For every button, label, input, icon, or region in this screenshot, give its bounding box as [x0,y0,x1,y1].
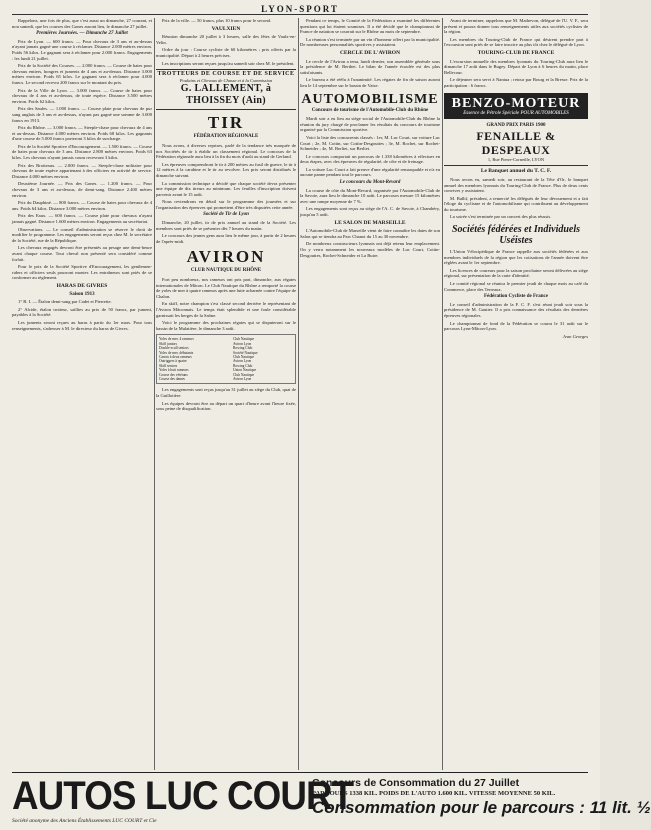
ad-company: FENAILLE & DESPEAUX [476,128,556,157]
paragraph: La commission technique a décidé que chaque société devra présenter une équipe de dix tireurs au minimum. Les feuilles d'inscription doivent parvenir avant le 15 août. [156,180,296,197]
societes-title: Sociétés fédérées et Individuels Uséistes [451,224,581,247]
paragraph: Ordre du jour : Course cycliste de 60 kilomètres ; prix offerts par la municipalité. Départ à 2 heures précises. [156,47,296,58]
paragraph: Le déjeuner sera servi à Nantua ; retour par Bourg et la Bresse. Prix de la participation : 6 francs. [444,77,588,88]
table-row: Skiff seniors Rowing Club [159,363,253,368]
trotteurs-advertisement [156,69,296,110]
fenaille-advertisement [444,123,588,166]
table-row: Course des vétérans Club Nautique [159,372,255,377]
paragraph: Mardi soir a eu lieu au siège social de l'Automobile-Club du Rhône la réunion du jury chargé de proclamer les résultats du concours de tourisme organisé par la Commission sportive. [300,116,440,133]
ad-left [12,774,354,824]
paragraph: Deuxième Journée. — Prix des Gones. — 1.200 francs. — Pour chevaux de 3 ans et au-dessus, de demi-sang. Distance 2.400 mètres environ. [12,181,152,198]
table-row: Yoles de mer, 4 rameurs Club Nautique [159,337,255,342]
paragraph: Prix du Dauphiné. — 800 francs. — Course de haies pour chevaux de 4 ans. Poids 64 kilos. Distance 3.000 mètres environ. [12,200,152,211]
paragraph: Le concours des jeunes gens aura lieu le même jour, à partir de 2 heures de l'après-midi. [156,233,296,244]
paragraph: L'excursion annuelle des membres lyonnais du Touring-Club aura lieu le dimanche 17 août dans le Bugey. Départ de Lyon à 6 heures du matin, place Bellecour. [444,58,588,75]
paragraph: Fort peu nombreux, nos rameurs ont pris part, dimanche, aux régates internationales de Mâcon. Le Club Nautique du Rhône a remporté la course de yoles de mer à quatre rameurs après une lutte acharnée contre l'équipe de Chalon. [156,277,296,299]
column-rule [442,18,443,770]
paragraph: Nous reviendrons en détail sur le programme des journées et sur l'organisation des épreuves qui promettent d'être très disputées cette année. [156,199,296,210]
paragraph: 1° B. I. — Étalon demi-sang par Cadet et Pierrette. [18,299,112,305]
paragraph: 2° Alcide, étalon trotteur, saillies au prix de 50 francs, par jument, payables à la Société. [12,306,152,318]
ad-award: GRAND PRIX PARIS 1900 [486,123,546,129]
paragraph: Les chevaux engagés devront être présentés au pesage une demi-heure avant chaque course. Tout cheval non présenté sera considéré comme forfait. [12,245,152,262]
column-1 [12,18,152,770]
masthead: LYON-SPORT [261,4,339,14]
table-row: Yoles à huit rameurs Union Nautique [159,368,257,373]
aviron-subtitle: CLUB NAUTIQUE DU RHÔNE [190,268,262,274]
paragraph: Les inscriptions seront reçues jusqu'au samedi soir chez M. le président. [162,60,295,66]
section-heading: LE SALON DE MARSEILLE [334,219,406,226]
paragraph: Le conseil d'administration de la F. C. F. s'est réuni jeudi soir sous la présidence de M. Gautier. Il a pris connaissance des résultats des dernières épreuves régionales. [444,301,588,318]
section-heading: Société de Tir de Lyon [203,212,249,218]
column-rule [298,18,299,770]
paragraph: Les engagements sont reçus jusqu'au 31 juillet au siège du Club, quai de la Guillotière. [156,387,296,399]
table-row: Course des dames Aviron Lyon [159,377,252,382]
paragraph: Prix des Eaux. — 600 francs. — Course plate pour chevaux n'ayant jamais gagné. Distance 1.600 mètres environ. Engagements au secrétariat. [12,213,152,224]
section-heading: CERCLE DE L'AVIRON [339,49,401,56]
masthead-rule [12,14,588,15]
paragraph: Le concours comportait un parcours de 1.338 kilomètres à effectuer en deux étapes, avec des épreuves de régularité, de côte et de freinage. [300,153,440,165]
intro-paragraph: Rappelons, une fois de plus, que c'est aussi un dimanche, 27 courant, et non samedi, que les courses des Gones auront lieu, le dimanche 27 juillet. [12,18,152,29]
paragraph: La réunion s'est terminée par un vin d'honneur offert par la municipalité. De nombreuses personnalités sportives y assistaient. [300,36,440,48]
ad-address: 1, Rue Pierre-Corneille, LYON [487,156,545,162]
ad-tagline: Essence de Pétrole Spéciale POUR AUTOMOBILES [463,110,569,116]
section-heading: Fédération Cycliste de France [483,294,548,300]
paragraph: Les juments seront reçues au haras à partir du 1er mars. Pour tous renseignements, s'adresser à M. le directeur du haras de Givres. [12,319,152,331]
automobilisme-title: AUTOMOBILISME [301,91,439,107]
table-row: Canots à deux rameurs Club Nautique [159,355,255,359]
column-2 [156,18,296,770]
aviron-title: AVIRON [186,247,266,267]
paragraph: Voici le programme des prochaines régates qui se disputeront sur le bassin de la Mulatière, le dimanche 3 août. [156,320,296,331]
paragraph: Prix de la ville. — 50 francs, plus 10 francs pour le second. [162,18,272,23]
paragraph: Les équipes devront être au départ un quart d'heure avant l'heure fixée, sous peine de disqualification. [156,400,296,412]
ad-specs: PARCOURS 1338 KIL. POIDS DE L'AUTO 1.600 KIL. VITESSE MOYENNE 50 KIL. [312,790,556,797]
column-rule [154,18,155,770]
paragraph: La course de côte du Mont-Revard, organisée par l'Automobile-Club de la Savoie, aura lieu le dimanche 10 août. Le parcours mesure 15 kilomètres avec une rampe moyenne de 7 %. [300,187,440,204]
ad-headline: Concours de Consommation du 27 Juillet [312,777,520,789]
paragraph: Prix de la Société des Courses. — 2.000 francs. — Course de haies pour chevaux entiers, hongres et juments de 4 ans et au-dessus. Distance 3.000 mètres environ. Poids 65 kilos. Le gagnant sera à réclamer pour 4.000 francs. Le second recevra 200 francs sur le montant du prix. [12,63,152,85]
paragraph: Nous avons eu, samedi soir, au restaurant de la Tête d'Or, le banquet annuel des membres lyonnais du Touring-Club de France. Plus de deux cents convives y assistaient. [444,176,588,194]
paragraph: Nous avons, à diverses reprises, parlé de la tendance très marquée de nos Sociétés de tir à établir un classement régional. Le concours de la Fédération régionale aura lieu à la fin du mois d'août au stand de Gerland. [156,142,296,160]
ad-consumption: Consommation pour le parcours : 11 lit. ½ [312,798,651,817]
ad-name: G. LALLEMENT, à THOISSEY (Ain) [180,83,272,107]
section-subheading: Saison 1913 [69,291,95,297]
signature: Jean Georges [562,333,588,339]
paragraph: Pour le prix de la Société Sportive d'Encouragement, les gentlemen-riders et officiers seuls pourront monter. Les entraîneurs sont priés de se conformer au règlement. [12,264,152,281]
section-heading: Le Banquet annuel du T. C. F. [480,168,552,175]
paragraph: Les licences de coureurs pour la saison prochaine seront délivrées au siège régional, sur présentation de la carte d'identité. [444,267,588,279]
ad-brand: AUTOS LUC COURT [12,774,354,818]
paragraph: Le comité régional se réunira le premier jeudi de chaque mois au café du Commerce, place des Terreaux. [444,281,588,292]
ad-company-line: Société anonyme des Anciens Établissements LUC COURT et Cie [12,818,157,824]
paragraph: Les engagements sont reçus au siège de l'A. C. de Savoie, à Chambéry, jusqu'au 5 août. [300,206,440,218]
paragraph: Prix de la Société Sportive d'Encouragement. — 1.500 francs. — Course de haies pour chevaux de 3 ans. Distance 2.800 mètres environ. Poids 63 kilos. Les chevaux n'ayant jamais couru recevront 3 kilos. [12,143,152,161]
paragraph: Prix des Saules. — 1.000 francs. — Course plate pour chevaux de pur sang anglais de 3 ans et au-dessus, n'ayant pas gagné une somme de 3.000 francs en 1913. [12,106,152,123]
column-4 [444,18,588,770]
paragraph: L'Union Vélocipédique de France rappelle aux sociétés fédérées et aux membres individuels de la région que les cotisations de l'année doivent être réglées avant le 1er septembre. [444,249,588,266]
paragraph: Pendant ce temps, le Comité de la Fédération a examiné les différentes questions qui lui étaient soumises. Il a été décidé que le championnat de France de natation se courrait sur le Rhône au mois de septembre. [300,18,440,35]
paragraph: La soirée s'est terminée par un concert des plus réussis. [450,214,552,220]
paragraph: Avant de terminer, rappelons que M. Mathevon, délégué de l'U. V. F., sera présent et pourra donner tous renseignements utiles aux sociétés cyclistes de la région. [444,18,588,35]
paragraph: Prix de Lyon. — 600 francs. — Pour chevaux de 3 ans et au-dessus n'ayant jamais gagné une course à réclamer. Distance 2.000 mètres environ. Poids 56 kilos. Le gagnant sera à réclamer pour 2.000 francs. Engagements : les lundi 21 juillet. [12,38,152,61]
paragraph: Prix du Rhône. — 3.000 francs. — Steeple-chase pour chevaux de 4 ans et au-dessus. Distance 4.000 mètres environ. Poids 68 kilos. Les gagnants d'une course de 5.000 francs porteront 3 kilos de surcharge. [12,125,152,142]
section-heading: HARAS DE GIVRES [56,282,108,289]
ad-brand: BENZO-MOTEUR [451,95,581,111]
section-heading: Le concours du Mont-Revard [339,180,401,186]
paragraph: En skiff, notre champion s'est classé second derrière le représentant de l'Aviron Mâconnais. Le temps était splendide et une foule considérable garnissait les berges de la Saône. [156,301,296,318]
paragraph: Observations. — Le conseil d'administration se réserve le droit de modifier le programme. Les engagements seront reçus chez M. le secrétaire de la Société, rue de la République. [12,226,152,243]
paragraph: Le bureau a été réélu à l'unanimité. Les régates de fin de saison auront lieu le 14 septembre sur le bassin de Vaise. [300,77,440,88]
table-row: Outriggers à quatre Aviron Lyon [159,359,252,364]
paragraph: Prix de la Ville de Lyon. — 3.000 francs. — Course de haies pour chevaux de 4 ans et au-dessus, de toute espèce. Distance 3.500 mètres environ. Poids 62 kilos. [12,87,152,104]
table-row: Double-scull seniors Rowing Club [159,346,253,351]
table-row: Skiff juniors Aviron Lyon [159,341,252,346]
tir-title: TIR [207,113,245,133]
automobilisme-subtitle: Concours de tourisme de l'Automobile-Club du Rhône [311,107,429,113]
paragraph: Réunion dimanche 20 juillet à 3 heures, salle des fêtes de Vaulx-en-Velin. [156,34,296,45]
paragraph: Prix des Brotteaux. — 2.000 francs. — Steeple-chase militaire pour chevaux de toute espèce appartenant à des officiers en activité de service. Distance 4.000 mètres environ. [12,162,152,179]
section-heading: TOURING-CLUB DE FRANCE [477,49,555,56]
paragraph: M. Ballif, président, a remercié les délégués de leur dévouement et a fait l'éloge du cyclisme et de l'automobilisme qui contribuent au développement du tourisme. [444,195,588,212]
paragraph: Dimanche, 20 juillet, tir de prix annuel au stand de la Société. Les membres sont priés de se présenter dès 7 heures du matin. [156,220,296,231]
column-3 [300,18,440,770]
paragraph: L'Automobile-Club de Marseille vient de faire connaître les dates de son Salon qui se tiendra au Parc Chanot du 15 au 30 novembre. [300,228,440,239]
ad-right [312,777,651,817]
paragraph: Les épreuves comprendront le tir à 200 mètres au fusil de guerre, le tir à 12 mètres à la carabine et le tir au revolver. Les prix seront distribués le dimanche suivant. [156,161,296,178]
regatta-program-table [156,334,296,384]
section-heading: VAULXIEN [211,25,241,32]
ad-subheading: Poulains et Chevaux de Chasse et à la Commission [179,77,273,83]
table-row: Yoles de mer, débutants Société Nautique [159,350,258,355]
ad-heading: TROTTEURS DE COURSE ET DE SERVICE [157,71,295,78]
paragraph: Le cercle de l'Aviron a tenu, lundi dernier, son assemblée générale sous la présidence de M. Berthet. Le bilan de l'année écoulée est des plus satisfaisants. [300,58,440,75]
luc-court-advertisement [12,772,651,827]
paragraph: Voici la liste des concurrents classés : 1er, M. Luc Court, sur voiture Luc Court ; 2e, M. Cottin, sur Cottin-Desgouttes ; 3e, M. Rochet, sur Rochet-Schneider ; 4e, M. Berliet, sur Berliet. [300,134,440,152]
paragraph: Le championnat de fond de la Fédération se courra le 31 août sur le parcours Lyon-Mâcon-Lyon. [444,320,588,332]
paragraph: Les membres du Touring-Club de France qui désirent prendre part à l'excursion sont priés de se faire inscrire au plus tôt chez le délégué de Lyon. [444,36,588,48]
tir-subtitle: FÉDÉRATION RÉGIONALE [193,134,259,140]
paragraph: La voiture Luc Court a fait preuve d'une régularité remarquable et n'a eu aucune panne pendant tout le parcours. [300,166,440,178]
paragraph: De nombreux constructeurs lyonnais ont déjà retenu leur emplacement. On y verra notamment les nouveaux modèles de Luc Court, Cottin-Desgouttes, Rochet-Schneider et La Buire. [300,241,440,258]
benzo-moteur-advertisement [444,93,588,120]
section-heading: Premières Journées. — Dimanche 27 Juillet [36,31,128,37]
